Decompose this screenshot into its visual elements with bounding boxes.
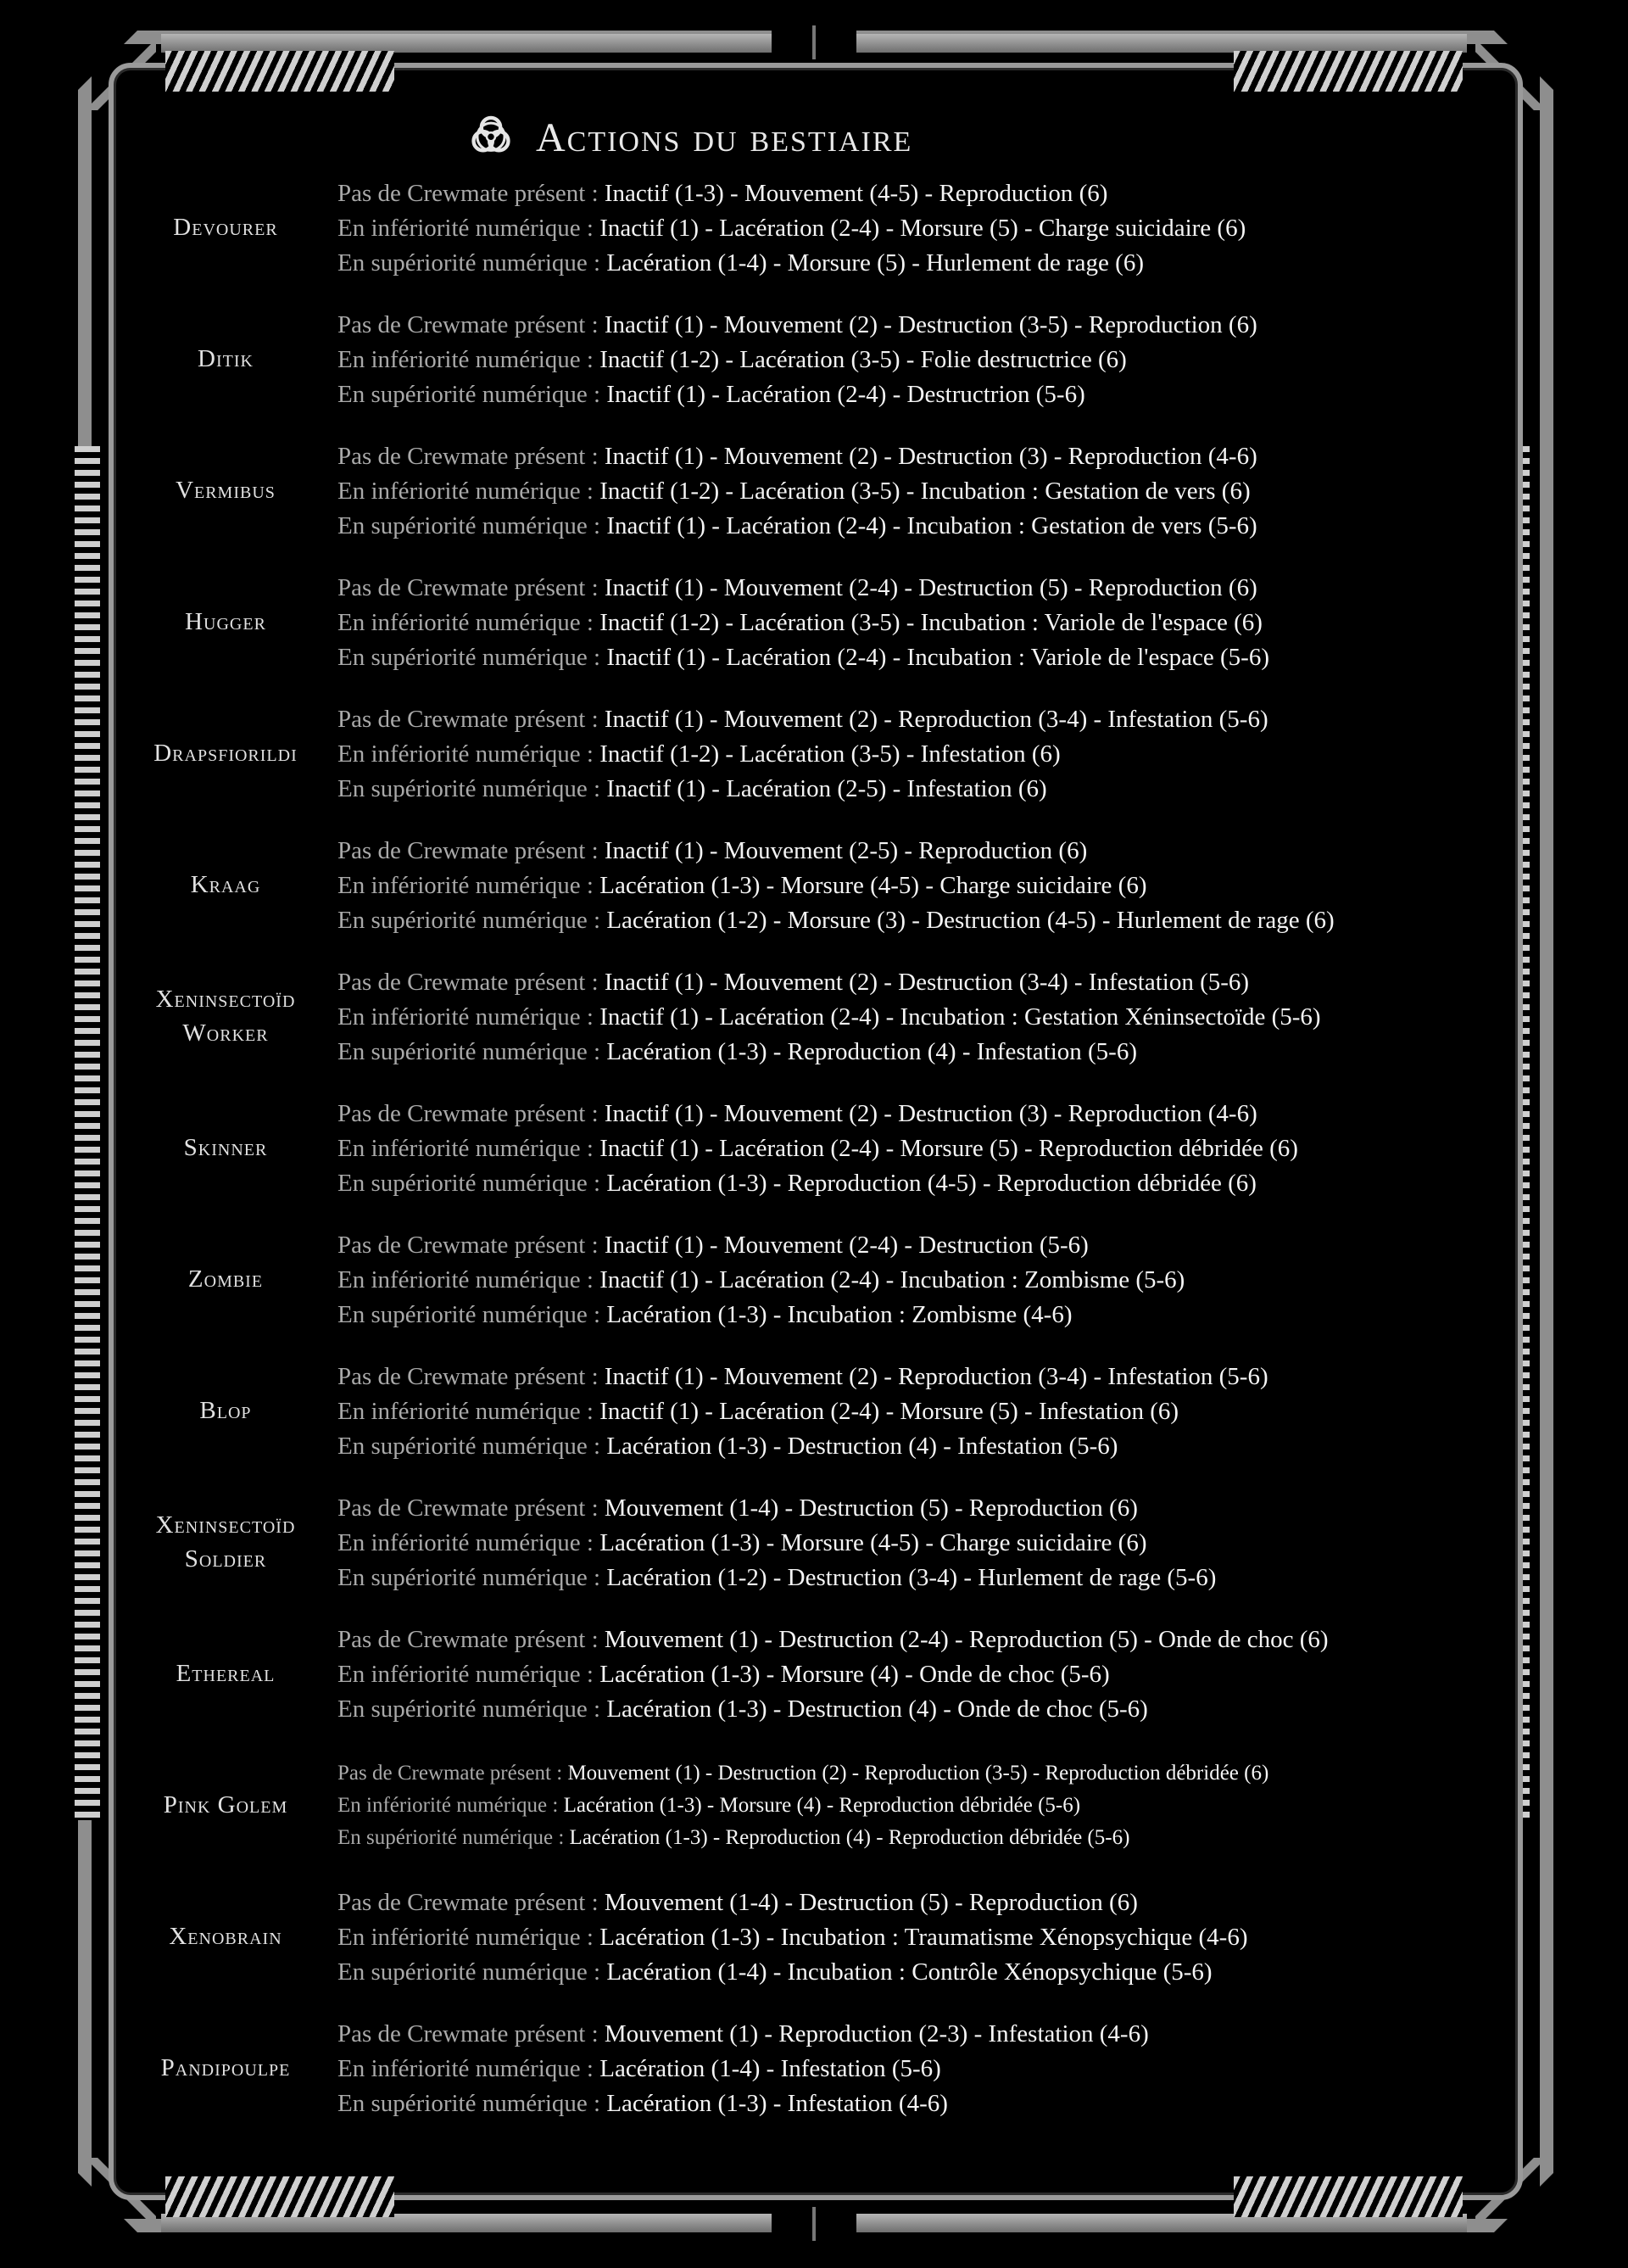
- action-line-superior: [337, 1561, 1525, 1595]
- action-values: Lacération (1-2) - Destruction (3-4) - Hurlement de rage (5-6): [606, 1564, 1217, 1591]
- creature-row-blop: [124, 1360, 1489, 1491]
- condition-label: En infériorité numérique :: [337, 1135, 600, 1162]
- creature-name: Xeninsectoïd Worker: [155, 986, 296, 1047]
- action-line-superior: [337, 1822, 1525, 1854]
- creature-actions: [337, 1491, 1525, 1595]
- action-line-inferior: [337, 1000, 1525, 1035]
- condition-label: En infériorité numérique :: [337, 1661, 600, 1688]
- action-line-none: [337, 2017, 1525, 2052]
- condition-label: En infériorité numérique :: [337, 740, 600, 768]
- action-line-superior: [337, 1429, 1525, 1464]
- action-line-inferior: [337, 1790, 1525, 1822]
- condition-label: Pas de Crewmate présent :: [337, 1626, 605, 1653]
- creature-name: Kraag: [190, 871, 261, 898]
- creature-row-ethereal: [124, 1623, 1489, 1754]
- action-values: Lacération (1-3) - Incubation : Traumatisme Xénopsychique (4-6): [599, 1924, 1248, 1951]
- condition-label: En infériorité numérique :: [337, 1529, 600, 1556]
- action-line-inferior: [337, 343, 1525, 377]
- condition-label: En supériorité numérique :: [337, 512, 607, 539]
- condition-label: En supériorité numérique :: [337, 775, 607, 802]
- condition-label: Pas de Crewmate présent :: [337, 443, 605, 470]
- creature-row-pink-golem: [124, 1754, 1489, 1885]
- action-line-inferior: [337, 211, 1525, 246]
- condition-label: En infériorité numérique :: [337, 872, 600, 899]
- condition-label: Pas de Crewmate présent :: [337, 2020, 605, 2047]
- condition-label: Pas de Crewmate présent :: [337, 1363, 605, 1390]
- creature-actions: [337, 571, 1525, 675]
- creature-name: Zombie: [187, 1265, 264, 1293]
- condition-label: En infériorité numérique :: [337, 609, 600, 636]
- action-values: Mouvement (1-4) - Destruction (5) - Reproduction (6): [604, 1889, 1138, 1916]
- action-line-inferior: [337, 474, 1525, 509]
- condition-label: Pas de Crewmate présent :: [337, 311, 605, 338]
- action-line-superior: [337, 1166, 1525, 1201]
- action-values: Lacération (1-3) - Morsure (4) - Onde de choc (5-6): [599, 1661, 1110, 1688]
- creature-actions: [337, 1097, 1525, 1201]
- title-row: [465, 107, 912, 168]
- creature-row-vermibus: [124, 439, 1489, 571]
- action-line-none: [337, 176, 1525, 211]
- creature-actions: [337, 834, 1525, 938]
- condition-label: Pas de Crewmate présent :: [337, 969, 605, 996]
- condition-label: En supériorité numérique :: [337, 381, 607, 408]
- action-values: Lacération (1-3) - Morsure (4-5) - Charge suicidaire (6): [599, 872, 1147, 899]
- creature-row-kraag: [124, 834, 1489, 965]
- action-values: Mouvement (1) - Destruction (2-4) - Reproduction (5) - Onde de choc (6): [604, 1626, 1329, 1653]
- action-line-superior: [337, 1955, 1525, 1990]
- hazard-stripes-bottom-left: [165, 2176, 394, 2217]
- action-values: Inactif (1) - Lacération (2-4) - Incubation : Gestation Xéninsectoïde (5-6): [599, 1003, 1321, 1031]
- creature-name: Blop: [199, 1397, 252, 1424]
- action-line-superior: [337, 1692, 1525, 1727]
- action-values: Mouvement (1-4) - Destruction (5) - Reproduction (6): [604, 1494, 1138, 1522]
- creature-actions: [337, 308, 1525, 412]
- creature-actions: [337, 2017, 1525, 2121]
- action-values: Inactif (1) - Lacération (2-5) - Infestation (6): [606, 775, 1047, 802]
- action-values: Inactif (1) - Lacération (2-4) - Morsure (5) - Infestation (6): [599, 1398, 1179, 1425]
- action-line-none: [337, 1228, 1525, 1263]
- condition-label: Pas de Crewmate présent :: [337, 1494, 605, 1522]
- action-line-none: [337, 1885, 1525, 1920]
- condition-label: En supériorité numérique :: [337, 1301, 607, 1328]
- action-values: Mouvement (1) - Destruction (2) - Reproduction (3-5) - Reproduction débridée (6): [567, 1762, 1269, 1785]
- action-values: Lacération (1-2) - Morsure (3) - Destruction (4-5) - Hurlement de rage (6): [606, 907, 1335, 934]
- frame-notch-line-bottom: [812, 2207, 816, 2241]
- creature-name: Xeninsectoïd Soldier: [155, 1511, 296, 1573]
- creature-name: Pandipoulpe: [160, 2054, 291, 2081]
- action-values: Inactif (1) - Lacération (2-4) - Incubation : Zombisme (5-6): [599, 1266, 1185, 1293]
- action-line-inferior: [337, 737, 1525, 772]
- condition-label: En infériorité numérique :: [337, 2055, 600, 2082]
- action-values: Lacération (1-3) - Incubation : Zombisme (4-6): [606, 1301, 1073, 1328]
- creature-row-drapsfiorildi: [124, 702, 1489, 834]
- hazard-stripes-top-right: [1234, 51, 1463, 92]
- action-values: Inactif (1) - Lacération (2-4) - Incubation : Gestation de vers (5-6): [606, 512, 1257, 539]
- creature-row-xeninsectoid-worker: [124, 965, 1489, 1097]
- page-title: Actions du bestiaire: [536, 115, 913, 160]
- condition-label: En supériorité numérique :: [337, 1564, 607, 1591]
- creature-actions: [337, 1757, 1525, 1854]
- action-line-none: [337, 1757, 1525, 1790]
- action-line-inferior: [337, 1920, 1525, 1955]
- creature-name: Ethereal: [176, 1660, 276, 1687]
- creature-actions: [337, 439, 1525, 544]
- action-line-none: [337, 571, 1525, 606]
- action-line-inferior: [337, 606, 1525, 640]
- condition-label: En infériorité numérique :: [337, 346, 600, 373]
- creature-row-skinner: [124, 1097, 1489, 1228]
- action-line-superior: [337, 2086, 1525, 2121]
- action-line-none: [337, 702, 1525, 737]
- action-line-inferior: [337, 1131, 1525, 1166]
- action-values: Inactif (1) - Lacération (2-4) - Morsure (5) - Reproduction débridée (6): [599, 1135, 1298, 1162]
- creature-name: Drapsfiorildi: [153, 740, 298, 767]
- creature-row-hugger: [124, 571, 1489, 702]
- action-line-inferior: [337, 2052, 1525, 2086]
- action-line-superior: [337, 1298, 1525, 1332]
- condition-label: En infériorité numérique :: [337, 1398, 600, 1425]
- action-line-superior: [337, 509, 1525, 544]
- creature-actions: [337, 702, 1525, 807]
- creature-row-zombie: [124, 1228, 1489, 1360]
- creature-actions: [337, 1228, 1525, 1332]
- action-values: Inactif (1) - Mouvement (2-5) - Reproduction (6): [604, 837, 1088, 864]
- action-values: Lacération (1-3) - Destruction (4) - Infestation (5-6): [606, 1433, 1118, 1460]
- action-line-none: [337, 1097, 1525, 1131]
- left-side-ladder: [75, 446, 100, 1820]
- hazard-stripes-bottom-right: [1234, 2176, 1463, 2217]
- creature-row-xenobrain: [124, 1885, 1489, 2017]
- hazard-stripes-top-left: [165, 51, 394, 92]
- condition-label: Pas de Crewmate présent :: [337, 706, 605, 733]
- action-values: Inactif (1) - Lacération (2-4) - Morsure (5) - Charge suicidaire (6): [599, 215, 1246, 242]
- creature-name: Devourer: [173, 214, 278, 241]
- frame-notch-line-top: [812, 25, 816, 59]
- condition-label: En infériorité numérique :: [337, 1924, 600, 1951]
- action-line-none: [337, 965, 1525, 1000]
- condition-label: En supériorité numérique :: [337, 1958, 607, 1986]
- condition-label: Pas de Crewmate présent :: [337, 1762, 568, 1785]
- action-line-superior: [337, 772, 1525, 807]
- condition-label: Pas de Crewmate présent :: [337, 180, 605, 207]
- creature-name: Hugger: [185, 608, 266, 635]
- creature-actions: [337, 176, 1525, 281]
- action-values: Inactif (1) - Mouvement (2) - Destruction (3-4) - Infestation (5-6): [604, 969, 1250, 996]
- action-line-inferior: [337, 869, 1525, 903]
- action-line-none: [337, 308, 1525, 343]
- creature-actions: [337, 1623, 1525, 1727]
- biohazard-icon: [465, 109, 517, 166]
- action-line-superior: [337, 640, 1525, 675]
- condition-label: En supériorité numérique :: [337, 907, 607, 934]
- action-values: Lacération (1-3) - Reproduction (4) - Reproduction débridée (5-6): [569, 1826, 1130, 1849]
- action-values: Lacération (1-3) - Infestation (4-6): [606, 2090, 948, 2117]
- action-values: Inactif (1) - Mouvement (2) - Destruction (3-5) - Reproduction (6): [604, 311, 1257, 338]
- condition-label: En supériorité numérique :: [337, 1826, 570, 1849]
- bestiary-table: [124, 176, 1489, 2148]
- action-line-superior: [337, 377, 1525, 412]
- action-line-superior: [337, 246, 1525, 281]
- action-values: Inactif (1) - Mouvement (2) - Destruction (3) - Reproduction (4-6): [604, 443, 1257, 470]
- action-values: Inactif (1) - Mouvement (2) - Reproduction (3-4) - Infestation (5-6): [604, 1363, 1268, 1390]
- action-values: Inactif (1-2) - Lacération (3-5) - Incubation : Gestation de vers (6): [599, 478, 1251, 505]
- action-values: Lacération (1-3) - Morsure (4-5) - Charge suicidaire (6): [599, 1529, 1147, 1556]
- creature-row-devourer: [124, 176, 1489, 308]
- condition-label: En infériorité numérique :: [337, 478, 600, 505]
- action-values: Inactif (1) - Mouvement (2) - Reproduction (3-4) - Infestation (5-6): [604, 706, 1268, 733]
- action-values: Inactif (1-3) - Mouvement (4-5) - Reproduction (6): [604, 180, 1108, 207]
- action-values: Lacération (1-4) - Infestation (5-6): [599, 2055, 941, 2082]
- action-line-inferior: [337, 1526, 1525, 1561]
- creature-actions: [337, 965, 1525, 1070]
- action-values: Inactif (1-2) - Lacération (3-5) - Folie destructrice (6): [599, 346, 1127, 373]
- action-values: Inactif (1) - Mouvement (2) - Destruction (3) - Reproduction (4-6): [604, 1100, 1257, 1127]
- action-line-none: [337, 1491, 1525, 1526]
- creature-row-xeninsectoid-soldier: [124, 1491, 1489, 1623]
- action-line-inferior: [337, 1657, 1525, 1692]
- action-values: Inactif (1-2) - Lacération (3-5) - Infestation (6): [599, 740, 1061, 768]
- condition-label: En supériorité numérique :: [337, 1170, 607, 1197]
- action-values: Inactif (1) - Lacération (2-4) - Destructrion (5-6): [606, 381, 1085, 408]
- condition-label: Pas de Crewmate présent :: [337, 1100, 605, 1127]
- creature-row-pandipoulpe: [124, 2017, 1489, 2148]
- condition-label: Pas de Crewmate présent :: [337, 574, 605, 601]
- action-values: Lacération (1-3) - Morsure (4) - Reproduction débridée (5-6): [563, 1794, 1081, 1817]
- condition-label: Pas de Crewmate présent :: [337, 837, 605, 864]
- action-values: Mouvement (1) - Reproduction (2-3) - Infestation (4-6): [604, 2020, 1149, 2047]
- condition-label: En supériorité numérique :: [337, 2090, 607, 2117]
- condition-label: En infériorité numérique :: [337, 215, 600, 242]
- condition-label: En supériorité numérique :: [337, 644, 607, 671]
- condition-label: Pas de Crewmate présent :: [337, 1232, 605, 1259]
- action-values: Lacération (1-4) - Incubation : Contrôle Xénopsychique (5-6): [606, 1958, 1213, 1986]
- action-line-superior: [337, 1035, 1525, 1070]
- condition-label: En supériorité numérique :: [337, 1695, 607, 1723]
- action-line-inferior: [337, 1263, 1525, 1298]
- creature-name: Pink Golem: [163, 1791, 288, 1818]
- action-line-none: [337, 439, 1525, 474]
- action-line-none: [337, 1360, 1525, 1394]
- action-values: Inactif (1) - Mouvement (2-4) - Destruction (5-6): [604, 1232, 1089, 1259]
- action-values: Lacération (1-3) - Reproduction (4) - Infestation (5-6): [606, 1038, 1137, 1065]
- action-line-superior: [337, 903, 1525, 938]
- action-line-none: [337, 1623, 1525, 1657]
- action-values: Lacération (1-3) - Reproduction (4-5) - Reproduction débridée (6): [606, 1170, 1257, 1197]
- action-values: Inactif (1) - Lacération (2-4) - Incubation : Variole de l'espace (5-6): [606, 644, 1269, 671]
- action-line-none: [337, 834, 1525, 869]
- creature-actions: [337, 1360, 1525, 1464]
- creature-row-ditik: [124, 308, 1489, 439]
- creature-actions: [337, 1885, 1525, 1990]
- condition-label: En supériorité numérique :: [337, 1433, 607, 1460]
- action-values: Inactif (1) - Mouvement (2-4) - Destruction (5) - Reproduction (6): [604, 574, 1257, 601]
- condition-label: En supériorité numérique :: [337, 1038, 607, 1065]
- condition-label: En supériorité numérique :: [337, 249, 607, 277]
- creature-name: Skinner: [183, 1134, 268, 1161]
- action-values: Lacération (1-4) - Morsure (5) - Hurlement de rage (6): [606, 249, 1144, 277]
- condition-label: En infériorité numérique :: [337, 1003, 600, 1031]
- action-values: Inactif (1-2) - Lacération (3-5) - Incubation : Variole de l'espace (6): [599, 609, 1263, 636]
- creature-name: Ditik: [198, 345, 254, 372]
- condition-label: En infériorité numérique :: [337, 1794, 564, 1817]
- creature-name: Vermibus: [176, 477, 276, 504]
- creature-name: Xenobrain: [169, 1923, 282, 1950]
- action-line-inferior: [337, 1394, 1525, 1429]
- action-values: Lacération (1-3) - Destruction (4) - Onde de choc (5-6): [606, 1695, 1148, 1723]
- condition-label: En infériorité numérique :: [337, 1266, 600, 1293]
- condition-label: Pas de Crewmate présent :: [337, 1889, 605, 1916]
